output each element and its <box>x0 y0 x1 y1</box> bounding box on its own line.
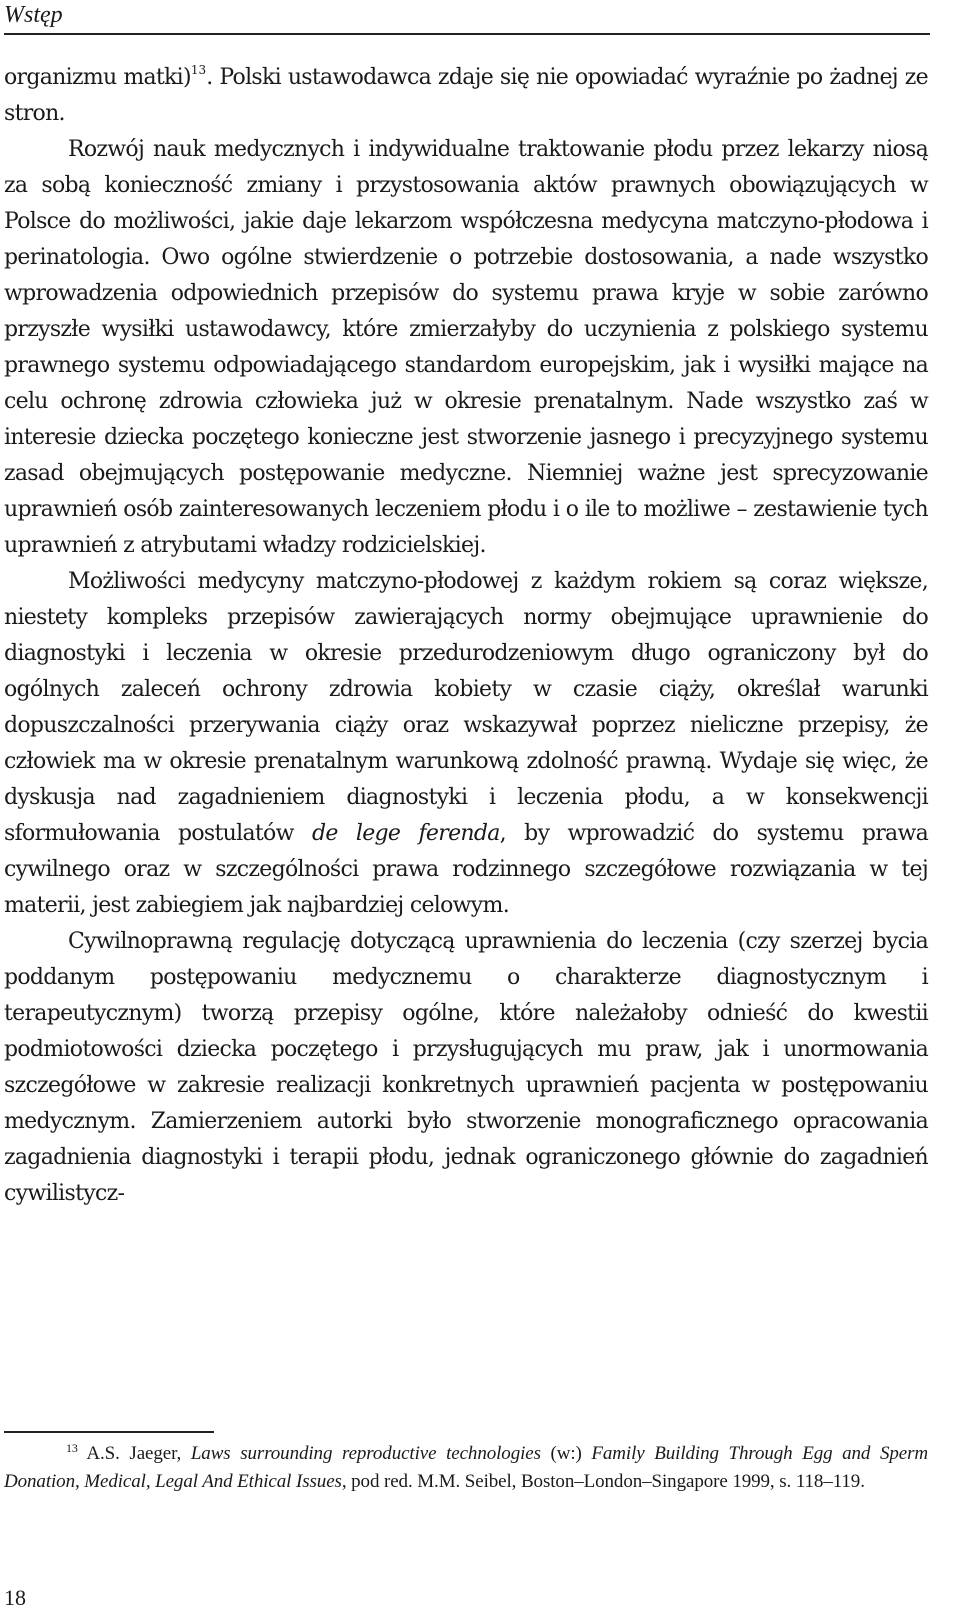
footnote-connector: (w:) <box>540 1443 592 1464</box>
header-rule <box>4 33 930 35</box>
paragraph-3 <box>4 564 928 924</box>
footnote <box>4 1440 928 1496</box>
footnote-publication-details: , pod red. M.M. Seibel, Boston–London–Singapore 1999, s. 118–119. <box>341 1471 865 1492</box>
paragraph-1-start: organizmu matki) <box>4 65 191 90</box>
footnote-book-title: Family Building Through Egg and Sperm Donation, Medical, Legal And Ethical Issues <box>4 1443 928 1492</box>
paragraph-1 <box>4 60 928 132</box>
paragraph-3-start: Możliwości medycyny matczyno-płodowej z każdym rokiem są coraz większe, niestety kompleks przepisów zawierających normy obejmujące uprawnienie do diagnostyki i leczenia w okresie przedurodzeniowym długo ograniczony był do ogólnych zaleceń ochrony zdrowia kobiety w czasie ciąży, określał warunki dopuszczalności przerywania ciąży oraz wskazywał poprzez nieliczne przepisy, że człowiek ma w okresie prenatalnym warunkową zdolność prawną. Wydaje się więc, że dyskusja nad zagadnieniem diagnostyki i leczenia płodu, a w konsekwencji sformułowania postulatów <box>4 569 928 846</box>
footnote-article-title: Laws surrounding reproductive technologies <box>190 1443 541 1464</box>
paragraph-4: Cywilnoprawną regulację dotyczącą uprawnienia do leczenia (czy szerzej bycia poddanym postępowaniu medycznemu o charakterze diagnostycznym i terapeutycznym) tworzą przepisy ogólne, które należałoby odnieść do kwestii podmiotowości dziecka poczętego i przysługujących mu praw, jak i unormowania szczegółowe w zakresie realizacji konkretnych uprawnień pacjenta w postępowaniu medycznym. Zamierzeniem autorki było stworzenie monograficznego opracowania zagadnienia diagnostyki i terapii płodu, jednak ograniczonego głównie do zagadnień cywilistycz- <box>4 929 928 1206</box>
latin-phrase: de lege ferenda <box>311 821 500 846</box>
paragraph-1-end: . Polski ustawodawca zdaje się nie opowiadać wyraźnie po żadnej ze stron. <box>4 65 928 126</box>
footnote-author: A.S. Jaeger, <box>77 1443 191 1464</box>
footnote-number: 13 <box>66 1441 78 1455</box>
paragraph-2: Rozwój nauk medycznych i indywidualne traktowanie płodu przez lekarzy niosą za sobą konieczność zmiany i przystosowania aktów prawnych obowiązujących w Polsce do możliwości, jakie daje lekarzom współczesna medycyna matczyno-płodowa i perinatologia. Owo ogólne stwierdzenie o potrzebie dostosowania, a nade wszystko wprowadzenia odpowiednich przepisów do systemu prawa kryje w sobie zarówno przyszłe wysiłki ustawodawcy, które zmierzałyby do uczynienia z polskiego systemu prawnego systemu odpowiadającego standardom europejskim, jak i wysiłki mające na celu ochronę zdrowia człowieka już w okresie prenatalnym. Nade wszystko zaś w interesie dziecka poczętego konieczne jest stworzenie jasnego i precyzyjnego systemu zasad obejmujących postępowanie medyczne. Niemniej ważne jest sprecyzowanie uprawnień osób zainteresowanych leczeniem płodu i o ile to możliwe – zestawienie tych uprawnień z atrybutami władzy rodzicielskiej. <box>4 137 928 558</box>
footnote-rule <box>4 1431 214 1433</box>
page-number: 18 <box>4 1585 26 1610</box>
running-title: Wstęp <box>4 2 63 28</box>
footnote-reference[interactable]: 13 <box>190 63 207 77</box>
main-text <box>4 60 928 1212</box>
paragraph-3-end: , by wprowadzić do systemu prawa cywilnego oraz w szczególności prawa rodzinnego szczegółowe rozwiązania w tej materii, jest zabiegiem jak najbardziej celowym. <box>4 821 928 918</box>
